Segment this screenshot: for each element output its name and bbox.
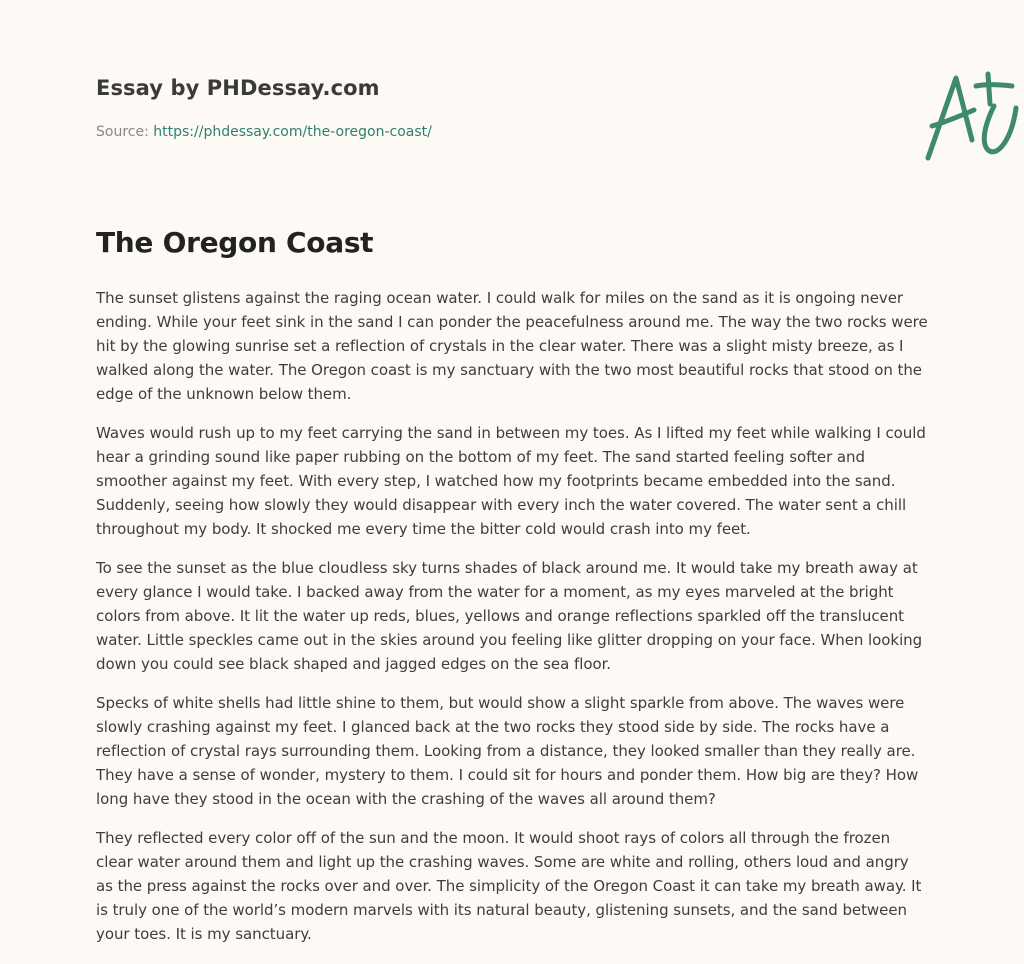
essay-body bbox=[96, 286, 930, 961]
a-plus-logo-icon bbox=[916, 64, 1024, 168]
essay-paragraph: The sunset glistens against the raging ocean water. I could walk for miles on the sand as it is ongoing never ending. While your feet sink in the sand I can ponder the peacefulness around me. The way the two rocks were hit by the glowing sunrise set a reflection of crystals in the clear water. There was a slight misty breeze, as I walked along the water. The Oregon coast is my sanctuary with the two most beautiful rocks that stood on the edge of the unknown below them. bbox=[96, 289, 928, 403]
source-line bbox=[96, 124, 432, 140]
essay-paragraph: Waves would rush up to my feet carrying the sand in between my toes. As I lifted my feet while walking I could hear a grinding sound like paper rubbing on the bottom of my feet. The sand started feeling softer and smoother against my feet. With every step, I watched how my footprints became embedded into the sand. Suddenly, seeing how slowly they would disappear with every inch the water covered. The water sent a chill throughout my body. It shocked me every time the bitter cold would crash into my feet. bbox=[96, 424, 926, 538]
source-link[interactable]: https://phdessay.com/the-oregon-coast/ bbox=[153, 124, 432, 140]
essay-paragraph: Specks of white shells had little shine to them, but would show a slight sparkle from above. The waves were slowly crashing against my feet. I glanced back at the two rocks they stood side by side. The rocks have a reflection of crystal rays surrounding them. Looking from a distance, they looked smaller than they really are. They have a sense of wonder, mystery to them. I could sit for hours and ponder them. How big are they? How long have they stood in the ocean with the crashing of the waves all around them? bbox=[96, 694, 919, 808]
site-brand: Essay by PHDessay.com bbox=[96, 76, 380, 100]
source-label: Source: bbox=[96, 124, 154, 140]
essay-paragraph: To see the sunset as the blue cloudless sky turns shades of black around me. It would take my breath away at every glance I would take. I backed away from the water for a moment, as my eyes marveled at the bright colors from above. It lit the water up reds, blues, yellows and orange reflections sparkled off the translucent water. Little speckles came out in the skies around you feeling like glitter dropping on your face. When looking down you could see black shaped and jagged edges on the sea floor. bbox=[96, 559, 923, 673]
essay-paragraph: They reflected every color off of the sun and the moon. It would shoot rays of colors all through the frozen clear water around them and light up the crashing waves. Some are white and rolling, others loud and angry as the press against the rocks over and over. The simplicity of the Oregon Coast it can take my breath away. It is truly one of the world’s modern marvels with its natural beauty, glistening sunsets, and the sand between your toes. It is my sanctuary. bbox=[96, 829, 922, 943]
essay-title: The Oregon Coast bbox=[96, 226, 374, 259]
